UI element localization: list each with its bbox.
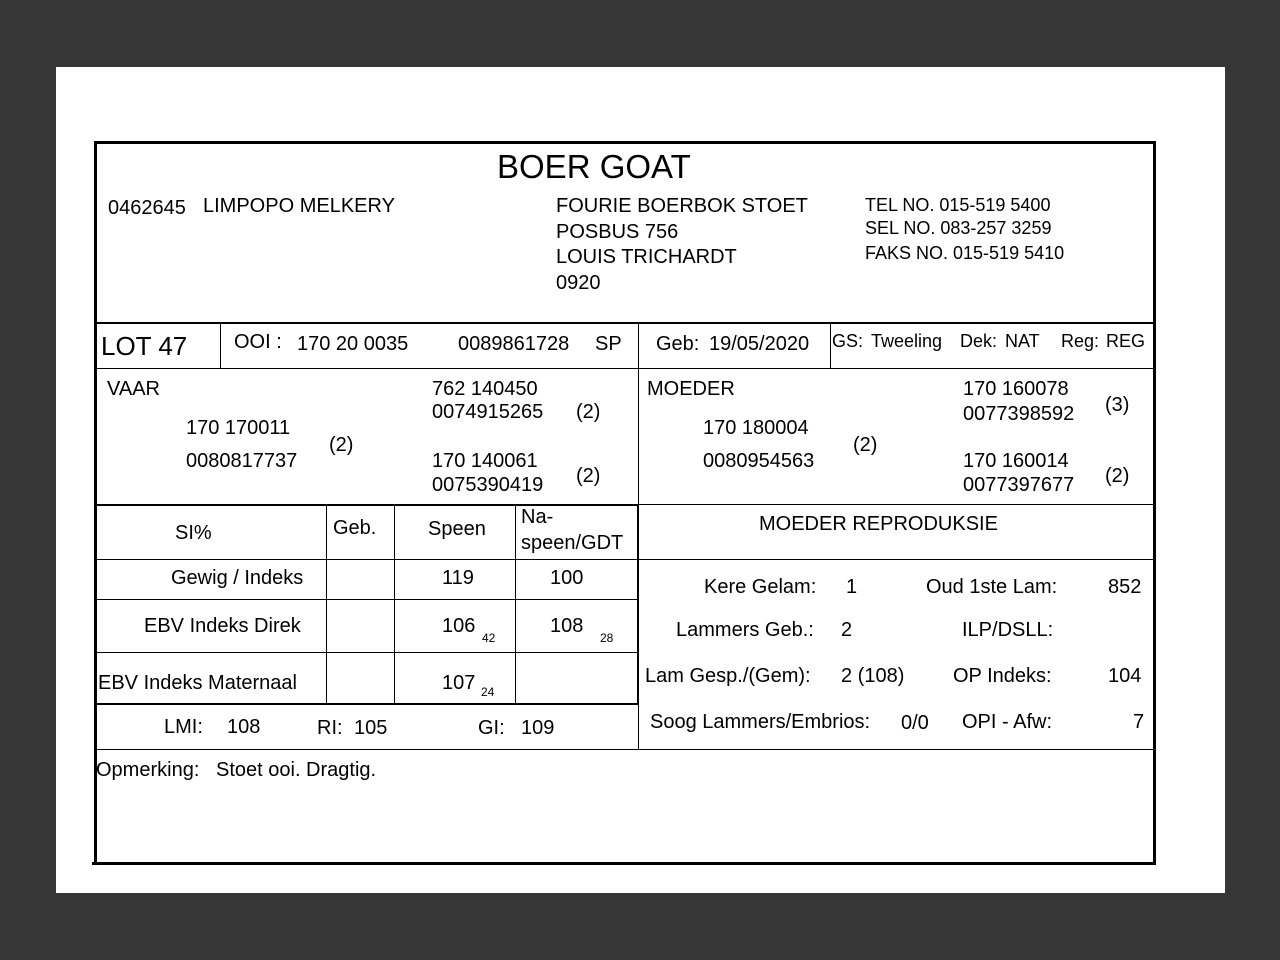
frame-bottom bbox=[92, 862, 1156, 865]
seller-address2: LOUIS TRICHARDT bbox=[556, 246, 737, 268]
divider-table-header bbox=[94, 559, 1156, 560]
lot-label: LOT 47 bbox=[101, 331, 188, 361]
frame-left bbox=[94, 141, 97, 864]
reg-label: Reg: bbox=[1061, 331, 1100, 351]
geb-date: 19/05/2020 bbox=[709, 333, 810, 355]
lam-gesp-value: 2 (108) bbox=[841, 665, 905, 687]
ri-label: RI: bbox=[317, 717, 343, 739]
kere-gelam-value: 1 bbox=[846, 576, 858, 598]
op-label: OP Indeks: bbox=[953, 665, 1052, 687]
dam-sire-number: 0077398592 bbox=[963, 403, 1075, 425]
divider-lot bbox=[94, 368, 1156, 369]
seller-sel: SEL NO. 083-257 3259 bbox=[865, 218, 1052, 238]
remark-label: Opmerking: bbox=[96, 759, 200, 781]
seller-name: FOURIE BOERBOK STOET bbox=[556, 195, 808, 217]
soog-label: Soog Lammers/Embrios: bbox=[650, 711, 871, 733]
gi-value: 109 bbox=[521, 717, 555, 739]
dam-sire-count: (3) bbox=[1105, 394, 1130, 416]
row-label-ebv-direk: EBV Indeks Direk bbox=[144, 615, 301, 637]
speen-header: Speen bbox=[428, 518, 486, 540]
moeder-label: MOEDER bbox=[647, 378, 735, 400]
dam-dam-count: (2) bbox=[1105, 465, 1130, 487]
dek-value: NAT bbox=[1005, 331, 1040, 351]
dam-dam-id: 170 160014 bbox=[963, 450, 1069, 472]
sire-sire-count: (2) bbox=[576, 401, 601, 423]
lmi-value: 108 bbox=[227, 716, 261, 738]
gs-label: GS: bbox=[832, 331, 864, 351]
geb-header: Geb. bbox=[333, 517, 377, 539]
lammers-geb-value: 2 bbox=[841, 619, 853, 641]
remark-text: Stoet ooi. Dragtig. bbox=[216, 759, 377, 781]
sire-dam-number: 0075390419 bbox=[432, 474, 544, 496]
row-ebv-direk-naspeen-sub: 28 bbox=[600, 631, 614, 645]
divider-table-right bbox=[637, 505, 639, 705]
sire-id: 170 170011 bbox=[186, 417, 291, 439]
buyer-name: LIMPOPO MELKERY bbox=[203, 195, 395, 217]
animal-sp: SP bbox=[595, 333, 622, 355]
seller-faks: FAKS NO. 015-519 5410 bbox=[865, 243, 1065, 263]
divider-pedigree-right bbox=[638, 504, 1156, 505]
divider-pedigree-left bbox=[94, 504, 638, 506]
frame-right bbox=[1153, 141, 1156, 864]
divider-naspeen-col bbox=[515, 505, 516, 704]
seller-address1: POSBUS 756 bbox=[556, 221, 679, 243]
sire-sire-id: 762 140450 bbox=[432, 378, 538, 400]
vaar-label: VAAR bbox=[107, 378, 160, 400]
row-gewig-speen: 119 bbox=[442, 567, 474, 589]
dam-count: (2) bbox=[853, 434, 878, 456]
divider-speen-col bbox=[394, 505, 395, 704]
soog-value: 0/0 bbox=[901, 712, 929, 734]
ilp-label: ILP/DSLL: bbox=[962, 619, 1054, 641]
divider-geb-v bbox=[830, 323, 831, 369]
dam-id: 170 180004 bbox=[703, 417, 809, 439]
oud-label: Oud 1ste Lam: bbox=[926, 576, 1058, 598]
row-ebv-maternaal-speen: 107 bbox=[442, 672, 476, 694]
divider-remark bbox=[94, 749, 1156, 750]
opi-value: 7 bbox=[1133, 711, 1145, 733]
lammers-geb-label: Lammers Geb.: bbox=[676, 619, 814, 641]
naspeen-header-1: Na- bbox=[521, 506, 554, 528]
dam-number: 0080954563 bbox=[703, 450, 815, 472]
sire-dam-id: 170 140061 bbox=[432, 450, 538, 472]
row-ebv-direk-speen-sub: 42 bbox=[482, 631, 496, 645]
divider-header bbox=[94, 322, 1156, 324]
ooi-id: 170 20 0035 bbox=[297, 333, 409, 355]
opi-label: OPI - Afw: bbox=[962, 711, 1053, 733]
ooi-label: OOI : bbox=[234, 331, 282, 353]
ri-value: 105 bbox=[354, 717, 388, 739]
row-label-gewig: Gewig / Indeks bbox=[171, 567, 304, 589]
animal-number: 0089861728 bbox=[458, 333, 570, 355]
dam-sire-id: 170 160078 bbox=[963, 378, 1069, 400]
divider-row3 bbox=[94, 703, 639, 705]
sire-number: 0080817737 bbox=[186, 450, 298, 472]
divider-row2 bbox=[94, 652, 639, 653]
frame-top bbox=[94, 141, 1156, 144]
lam-gesp-label: Lam Gesp./(Gem): bbox=[645, 665, 811, 687]
gi-label: GI: bbox=[478, 717, 505, 739]
sire-count: (2) bbox=[329, 434, 354, 456]
reproduction-title: MOEDER REPRODUKSIE bbox=[759, 513, 998, 535]
row-ebv-direk-speen: 106 bbox=[442, 615, 476, 637]
row-ebv-direk-naspeen: 108 bbox=[550, 615, 584, 637]
row-ebv-maternaal-speen-sub: 24 bbox=[481, 685, 495, 699]
seller-postcode: 0920 bbox=[556, 272, 601, 294]
gs-value: Tweeling bbox=[871, 331, 943, 351]
sire-sire-number: 0074915265 bbox=[432, 401, 544, 423]
naspeen-header-2: speen/GDT bbox=[521, 532, 624, 554]
oud-value: 852 bbox=[1108, 576, 1142, 598]
dek-label: Dek: bbox=[960, 331, 998, 351]
card-title: BOER GOAT bbox=[497, 148, 691, 185]
seller-tel: TEL NO. 015-519 5400 bbox=[865, 195, 1051, 215]
si-header: SI% bbox=[175, 522, 212, 544]
geb-label: Geb: bbox=[656, 333, 700, 355]
op-value: 104 bbox=[1108, 665, 1142, 687]
divider-row1 bbox=[94, 599, 639, 600]
divider-geb-col bbox=[326, 505, 327, 704]
sire-dam-count: (2) bbox=[576, 465, 601, 487]
buyer-number: 0462645 bbox=[108, 197, 186, 219]
dam-dam-number: 0077397677 bbox=[963, 474, 1075, 496]
row-label-ebv-maternaal: EBV Indeks Maternaal bbox=[98, 672, 297, 694]
kere-gelam-label: Kere Gelam: bbox=[704, 576, 817, 598]
reg-value: REG bbox=[1106, 331, 1146, 351]
lmi-label: LMI: bbox=[164, 716, 203, 738]
divider-lot-v bbox=[220, 323, 221, 369]
row-gewig-naspeen: 100 bbox=[550, 567, 584, 589]
